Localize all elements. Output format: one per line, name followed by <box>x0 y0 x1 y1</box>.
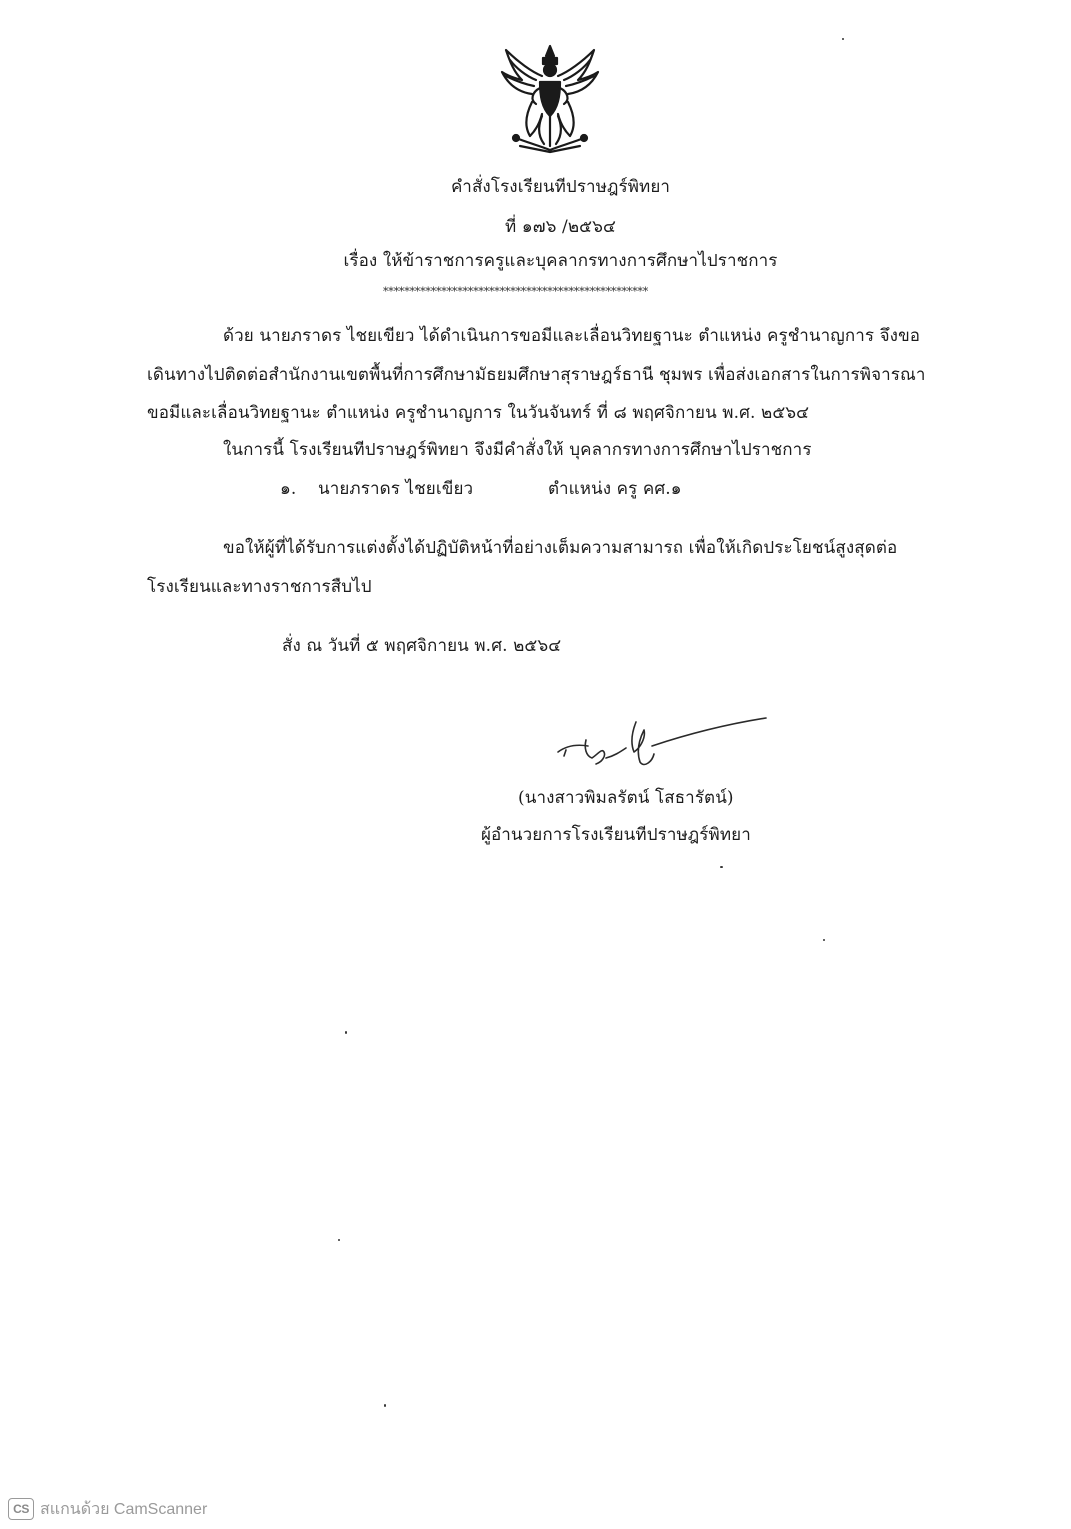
paragraph-2: ในการนี้ โรงเรียนทีปราษฎร์พิทยา จึงมีคำสั่งให้ บุคลากรทางการศึกษาไปราชการ <box>223 440 812 460</box>
camscanner-text: สแกนด้วย CamScanner <box>40 1500 208 1518</box>
garuda-emblem-icon <box>496 42 604 154</box>
assignee-name: นายภราดร ไชยเขียว <box>318 479 474 499</box>
scan-speck <box>720 866 723 868</box>
camscanner-footer <box>8 1495 207 1523</box>
paragraph-3-line-2: โรงเรียนและทางราชการสืบไป <box>147 577 372 597</box>
camscanner-logo-icon: CS <box>8 1498 34 1520</box>
order-title: คำสั่งโรงเรียนทีปราษฎร์พิทยา <box>450 177 671 197</box>
given-date: สั่ง ณ วันที่ ๕ พฤศจิกายน พ.ศ. ๒๕๖๔ <box>282 636 562 656</box>
order-subject: เรื่อง ให้ข้าราชการครูและบุคลากรทางการศึกษาไปราชการ <box>343 251 778 271</box>
scan-speck <box>345 1031 347 1034</box>
scan-speck <box>338 1239 340 1241</box>
order-number: ที่ ๑๗๖ /๒๕๖๔ <box>505 217 616 237</box>
signer-title: ผู้อำนวยการโรงเรียนทีปราษฎร์พิทยา <box>481 825 751 845</box>
separator-stars: ************************************************** <box>383 285 649 298</box>
paragraph-1-line-3: ขอมีและเลื่อนวิทยฐานะ ตำแหน่ง ครูชำนาญการ ในวันจันทร์ ที่ ๘ พฤศจิกายน พ.ศ. ๒๕๖๔ <box>147 403 810 423</box>
scan-speck <box>384 1404 386 1407</box>
assignee-number: ๑. <box>280 479 297 499</box>
assignee-position: ตำแหน่ง ครู คศ.๑ <box>548 479 682 499</box>
scan-speck <box>842 38 844 40</box>
signer-name: (นางสาวพิมลรัตน์ โสธารัตน์) <box>518 788 734 808</box>
paragraph-1-line-2: เดินทางไปติดต่อสำนักงานเขตพื้นที่การศึกษามัธยมศึกษาสุราษฎร์ธานี ชุมพร เพื่อส่งเอกสารในการพิจารณา <box>147 365 926 385</box>
paragraph-1-line-1: ด้วย นายภราดร ไชยเขียว ได้ดำเนินการขอมีและเลื่อนวิทยฐานะ ตำแหน่ง ครูชำนาญการ จึงขอ <box>223 326 921 346</box>
paragraph-3-line-1: ขอให้ผู้ที่ได้รับการแต่งตั้งได้ปฏิบัติหน้าที่อย่างเต็มความสามารถ เพื่อให้เกิดประโยชน์สูงสุดต่อ <box>223 538 898 558</box>
handwritten-signature-icon <box>548 712 770 776</box>
scan-speck <box>823 939 825 941</box>
